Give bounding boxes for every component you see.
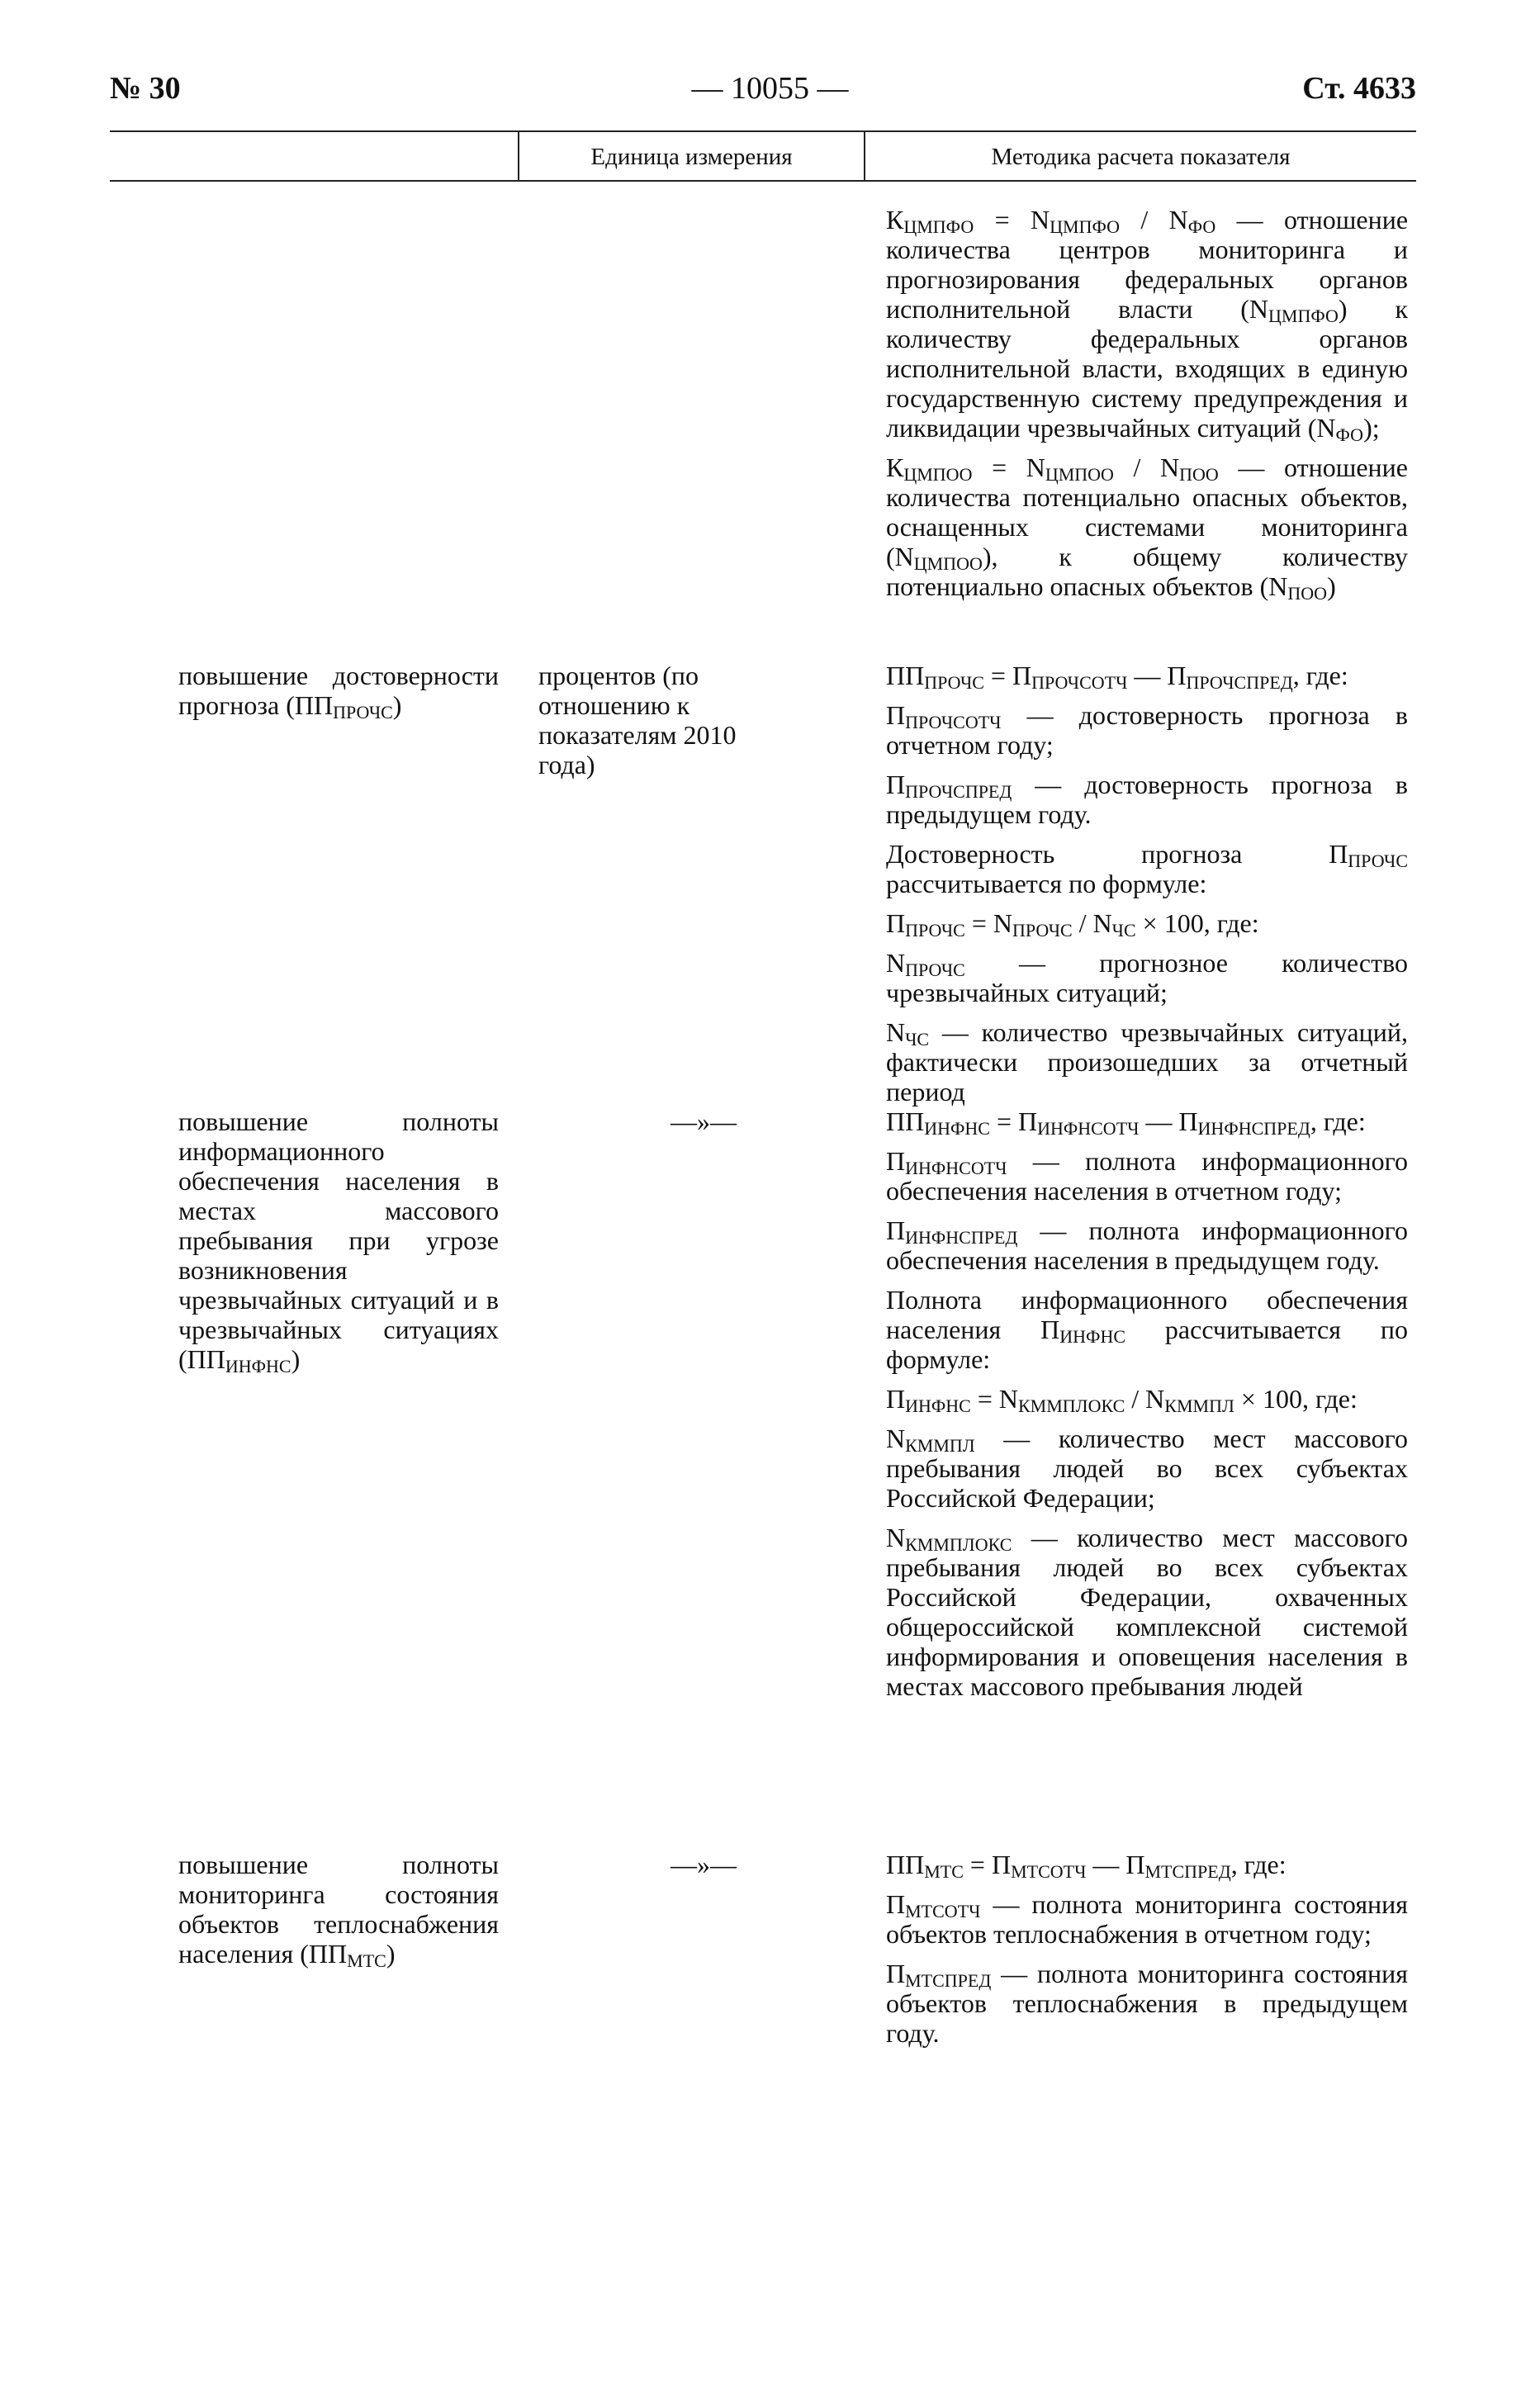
issue-number: № 30 (110, 71, 181, 106)
method-paragraph: $ПП_{МТС} = П_{МТСОТЧ}$ — $П_{МТСПРЕД}$, где: (886, 1850, 1286, 1882)
method-paragraph: $П_{ПРОЧС} = N_{ПРОЧС} / N_{ЧС} \times 100$, где: (886, 908, 1259, 941)
indicator-cell-row-2: повышение полноты информационного обеспечения населения в местах массового пребывания при угрозе возникновения чрезвычайных ситуаций и в чрезвычайных ситуациях $(ПП_{ИНФНС})$ (178, 1106, 499, 1376)
method-paragraph: $N_{ПРОЧС}$ — прогнозное количество чрезвычайных ситуаций; (886, 948, 1408, 1007)
method-paragraph: $N_{КММПЛОКС}$ — количество мест массового пребывания людей во всех субъектах Российской Федерации, охваченных общероссийской комплексной системой информирования и оповещения населения в местах массового пребывания людей (886, 1523, 1408, 1701)
method-cell-row-1 (886, 661, 1408, 1116)
method-paragraph: $П_{ПРОЧСПРЕД}$ — достоверность прогноза в предыдущем году. (886, 770, 1408, 829)
indicator-cell-row-3: повышение полноты мониторинга состояния объектов теплоснабжения населения $(ПП_{МТС})$ (178, 1850, 499, 1971)
method-paragraph: $П_{МТСПРЕД}$ — полнота мониторинга состояния объектов теплоснабжения в предыдущем году. (886, 1959, 1408, 2048)
method-paragraph: $ПП_{ПРОЧС} = П_{ПРОЧСОТЧ}$ — $П_{ПРОЧСПРЕД}$, где: (886, 661, 1348, 693)
method-paragraph: Достоверность прогноза $П_{ПРОЧС}$ рассчитывается по формуле: (886, 839, 1408, 898)
method-cell-row-0 (886, 205, 1408, 611)
table-top-rule (110, 130, 1416, 132)
method-paragraph: $П_{ИНФНС} = N_{КММПЛОКС} / N_{КММПЛ} \times 100$, где: (886, 1384, 1358, 1416)
article-number: Ст. 4633 (1302, 71, 1416, 106)
method-paragraph: $П_{ИНФНСОТЧ}$ — полнота информационного обеспечения населения в отчетном году; (886, 1146, 1408, 1206)
unit-cell-row-1: процентов (по отношению к показателям 2010 года) (538, 661, 737, 779)
method-paragraph: $П_{ИНФНСПРЕД}$ — полнота информационного обеспечения населения в предыдущем году. (886, 1215, 1408, 1275)
method-cell-row-3 (886, 1850, 1408, 2058)
column-header-method: Методика расчета показателя (991, 144, 1291, 170)
method-cell-row-2 (886, 1106, 1408, 1711)
method-paragraph: $N_{ЧС}$ — количество чрезвычайных ситуаций, фактически произошедших за отчетный период (886, 1017, 1408, 1106)
unit-cell-row-3: —»— (670, 1850, 737, 1879)
method-paragraph: $П_{ПРОЧСОТЧ}$ — достоверность прогноза в отчетном году; (886, 700, 1408, 760)
method-paragraph: $К_{ЦМПОО} = N_{ЦМПОО} / N_{ПОО}$ — отношение количества потенциально опасных объектов, оснащенных системами мониторинга $(N_{ЦМПОО})$, к общему количеству потенциально опасных объектов $(N_{ПОО})$ (886, 452, 1409, 604)
table-header-bottom-rule (110, 180, 1416, 182)
method-paragraph: $П_{МТСОТЧ}$ — полнота мониторинга состояния объектов теплоснабжения в отчетном году; (886, 1889, 1408, 1949)
indicator-cell-row-1: повышение достоверности прогноза $(ПП_{ПРОЧС})$ (178, 661, 499, 723)
method-paragraph: $ПП_{ИНФНС} = П_{ИНФНСОТЧ}$ — $П_{ИНФНСПРЕД}$, где: (886, 1106, 1366, 1139)
unit-cell-row-2: —»— (670, 1106, 737, 1136)
column-header-unit: Единица измерения (590, 144, 793, 170)
method-paragraph: $N_{КММПЛ}$ — количество мест массового пребывания людей во всех субъектах Российской Федерации; (886, 1424, 1408, 1513)
page-number: — 10055 — (691, 71, 849, 106)
method-paragraph: Полнота информационного обеспечения населения $П_{ИНФНС}$ рассчитывается по формуле: (886, 1285, 1408, 1374)
method-paragraph: $К_{ЦМПФО} = N_{ЦМПФО} / N_{ФО}$ — отношение количества центров мониторинга и прогнозирования федеральных органов исполнительной власти $(N_{ЦМПФО})$ к количеству федеральных органов исполнительной власти, входящих в единую государственную систему предупреждения и ликвидации чрезвычайных ситуаций $(N_{ФО})$; (886, 205, 1409, 445)
